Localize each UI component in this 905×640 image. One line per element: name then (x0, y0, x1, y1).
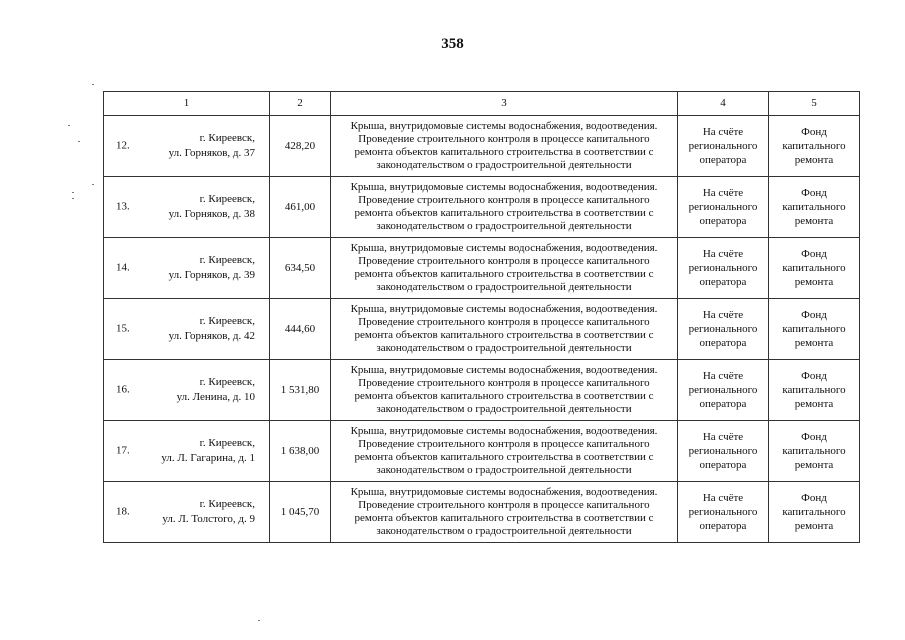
address-city: г. Киреевск, (199, 254, 255, 266)
scan-speck (92, 84, 94, 85)
account-line: регионального (688, 445, 758, 457)
header-col-3: 3 (331, 92, 678, 116)
account-cell (678, 299, 769, 360)
address-street: ул. Горняков, д. 42 (168, 330, 255, 342)
account-line: На счёте (702, 309, 744, 321)
scan-speck (92, 184, 94, 185)
account-cell (678, 177, 769, 238)
table-row (104, 299, 860, 360)
area-cell: 1 638,00 (270, 421, 331, 482)
table-row (104, 360, 860, 421)
address-street: ул. Горняков, д. 39 (168, 269, 255, 281)
fund-line: капитального (782, 323, 846, 335)
fund-line: капитального (782, 445, 846, 457)
fund-cell (769, 482, 860, 543)
work-line: Крыша, внутридомовые системы водоснабжения, водоотведения. (350, 181, 658, 193)
work-line: ремонта объектов капитального строительства в соответствии с (354, 451, 654, 463)
fund-line: Фонд (801, 309, 827, 321)
work-description-cell (331, 177, 678, 238)
work-line: Крыша, внутридомовые системы водоснабжения, водоотведения. (350, 364, 658, 376)
repair-register-table (103, 91, 860, 543)
fund-cell (769, 177, 860, 238)
work-line: законодательством о градостроительной деятельности (376, 159, 632, 171)
address-cell (104, 482, 270, 543)
area-cell: 428,20 (270, 116, 331, 177)
account-cell (678, 116, 769, 177)
fund-line: ремонта (794, 276, 834, 288)
fund-line: ремонта (794, 215, 834, 227)
scan-speck (258, 620, 260, 621)
row-number: 14. (116, 261, 130, 274)
work-line: Крыша, внутридомовые системы водоснабжения, водоотведения. (350, 425, 658, 437)
table-row (104, 116, 860, 177)
fund-line: Фонд (801, 187, 827, 199)
work-line: ремонта объектов капитального строительства в соответствии с (354, 207, 654, 219)
table-row (104, 177, 860, 238)
row-number: 12. (116, 139, 130, 152)
fund-line: ремонта (794, 520, 834, 532)
fund-cell (769, 299, 860, 360)
scan-speck (72, 198, 74, 199)
fund-line: капитального (782, 262, 846, 274)
address-cell (104, 238, 270, 299)
address-city: г. Киреевск, (199, 437, 255, 449)
address-city: г. Киреевск, (199, 498, 255, 510)
work-line: Проведение строительного контроля в процессе капитального (358, 255, 650, 267)
fund-line: ремонта (794, 398, 834, 410)
address-cell (104, 116, 270, 177)
area-cell: 634,50 (270, 238, 331, 299)
address-street: ул. Горняков, д. 37 (168, 147, 255, 159)
area-cell: 461,00 (270, 177, 331, 238)
account-line: оператора (699, 276, 747, 288)
work-line: законодательством о градостроительной деятельности (376, 403, 632, 415)
area-cell: 1 045,70 (270, 482, 331, 543)
account-line: оператора (699, 337, 747, 349)
work-description-cell (331, 299, 678, 360)
account-line: регионального (688, 201, 758, 213)
header-col-5: 5 (769, 92, 860, 116)
table-row (104, 482, 860, 543)
work-line: законодательством о градостроительной деятельности (376, 464, 632, 476)
header-row (104, 92, 860, 116)
fund-line: капитального (782, 140, 846, 152)
account-line: На счёте (702, 126, 744, 138)
account-line: регионального (688, 140, 758, 152)
scan-speck (72, 192, 74, 193)
work-line: законодательством о градостроительной деятельности (376, 342, 632, 354)
work-line: Проведение строительного контроля в процессе капитального (358, 438, 650, 450)
work-line: Крыша, внутридомовые системы водоснабжения, водоотведения. (350, 303, 658, 315)
work-line: ремонта объектов капитального строительства в соответствии с (354, 329, 654, 341)
account-line: оператора (699, 398, 747, 410)
table-row (104, 238, 860, 299)
account-line: На счёте (702, 370, 744, 382)
row-number: 18. (116, 505, 130, 518)
work-line: Крыша, внутридомовые системы водоснабжения, водоотведения. (350, 486, 658, 498)
fund-line: ремонта (794, 337, 834, 349)
address-cell (104, 421, 270, 482)
row-number: 15. (116, 322, 130, 335)
address-street: ул. Ленина, д. 10 (176, 391, 255, 403)
fund-line: Фонд (801, 431, 827, 443)
work-description-cell (331, 116, 678, 177)
fund-cell (769, 116, 860, 177)
header-col-1: 1 (104, 92, 270, 116)
address-city: г. Киреевск, (199, 132, 255, 144)
work-line: ремонта объектов капитального строительства в соответствии с (354, 512, 654, 524)
work-description-cell (331, 238, 678, 299)
account-line: регионального (688, 384, 758, 396)
fund-line: Фонд (801, 126, 827, 138)
address-city: г. Киреевск, (199, 376, 255, 388)
area-cell: 1 531,80 (270, 360, 331, 421)
fund-line: капитального (782, 201, 846, 213)
address-cell (104, 299, 270, 360)
work-description-cell (331, 360, 678, 421)
table-body (104, 116, 860, 543)
account-line: оператора (699, 520, 747, 532)
work-line: Проведение строительного контроля в процессе капитального (358, 194, 650, 206)
work-line: ремонта объектов капитального строительства в соответствии с (354, 268, 654, 280)
work-line: Проведение строительного контроля в процессе капитального (358, 133, 650, 145)
address-street: ул. Горняков, д. 38 (168, 208, 255, 220)
work-line: законодательством о градостроительной деятельности (376, 525, 632, 537)
fund-line: капитального (782, 384, 846, 396)
area-cell: 444,60 (270, 299, 331, 360)
account-line: оператора (699, 215, 747, 227)
address-street: ул. Л. Толстого, д. 9 (162, 513, 255, 525)
fund-line: Фонд (801, 370, 827, 382)
header-col-4: 4 (678, 92, 769, 116)
fund-cell (769, 360, 860, 421)
account-line: регионального (688, 323, 758, 335)
work-line: Проведение строительного контроля в процессе капитального (358, 499, 650, 511)
account-line: На счёте (702, 248, 744, 260)
fund-line: Фонд (801, 248, 827, 260)
fund-line: ремонта (794, 459, 834, 471)
page-number: 358 (441, 36, 464, 52)
work-line: ремонта объектов капитального строительства в соответствии с (354, 146, 654, 158)
account-cell (678, 421, 769, 482)
account-line: оператора (699, 459, 747, 471)
address-street: ул. Л. Гагарина, д. 1 (161, 452, 255, 464)
work-line: Крыша, внутридомовые системы водоснабжения, водоотведения. (350, 242, 658, 254)
account-cell (678, 482, 769, 543)
account-line: оператора (699, 154, 747, 166)
work-line: ремонта объектов капитального строительства в соответствии с (354, 390, 654, 402)
header-col-2: 2 (270, 92, 331, 116)
account-cell (678, 238, 769, 299)
account-line: На счёте (702, 187, 744, 199)
address-cell (104, 360, 270, 421)
row-number: 17. (116, 444, 130, 457)
work-line: Крыша, внутридомовые системы водоснабжения, водоотведения. (350, 120, 658, 132)
scan-speck (78, 141, 80, 142)
account-line: регионального (688, 262, 758, 274)
address-cell (104, 177, 270, 238)
work-line: Проведение строительного контроля в процессе капитального (358, 316, 650, 328)
table-row (104, 421, 860, 482)
work-line: законодательством о градостроительной деятельности (376, 220, 632, 232)
account-line: На счёте (702, 431, 744, 443)
address-city: г. Киреевск, (199, 315, 255, 327)
account-cell (678, 360, 769, 421)
work-description-cell (331, 421, 678, 482)
fund-cell (769, 421, 860, 482)
work-line: Проведение строительного контроля в процессе капитального (358, 377, 650, 389)
fund-line: ремонта (794, 154, 834, 166)
fund-cell (769, 238, 860, 299)
fund-line: Фонд (801, 492, 827, 504)
work-line: законодательством о градостроительной деятельности (376, 281, 632, 293)
scan-speck (68, 125, 70, 126)
row-number: 13. (116, 200, 130, 213)
account-line: На счёте (702, 492, 744, 504)
address-city: г. Киреевск, (199, 193, 255, 205)
fund-line: капитального (782, 506, 846, 518)
account-line: регионального (688, 506, 758, 518)
work-description-cell (331, 482, 678, 543)
row-number: 16. (116, 383, 130, 396)
